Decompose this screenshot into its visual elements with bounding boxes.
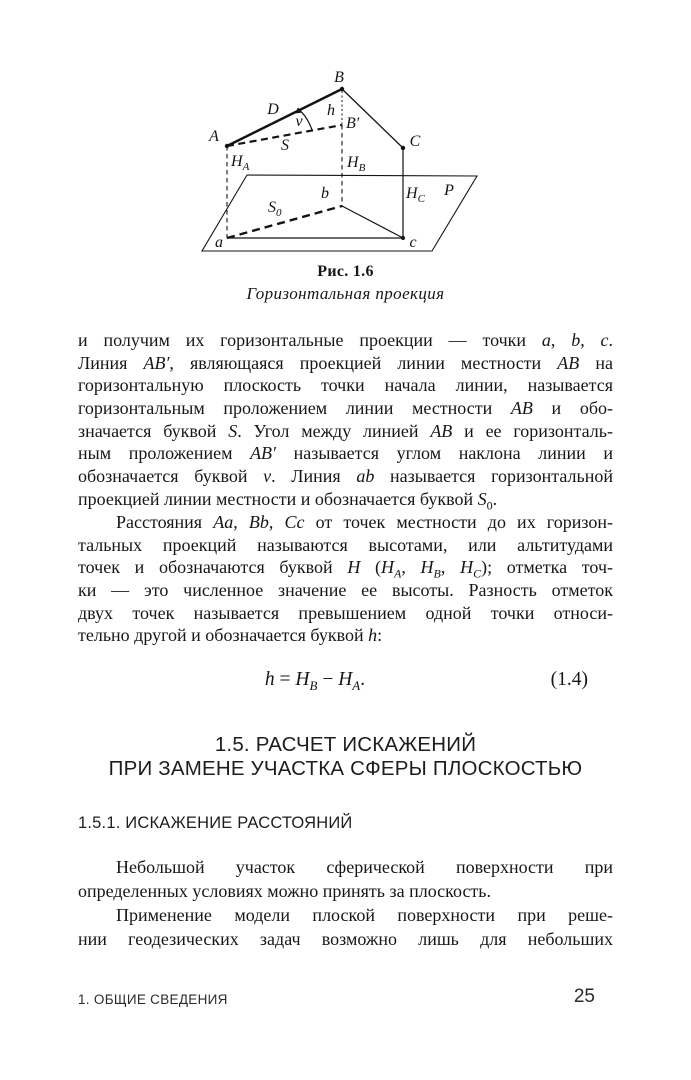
text-line: определенных условиях можно принять за плоскость.	[78, 881, 492, 901]
label-B: B	[334, 69, 344, 86]
label-P: P	[444, 182, 454, 199]
label-HA: $H_A$	[231, 153, 250, 173]
label-S0: $S_0$	[268, 199, 282, 219]
label-a: a	[215, 234, 223, 251]
text-line: нии геодезических задач возможно лишь для небольших	[78, 929, 613, 949]
text-line: двух точек называется превышением одной точки относи-	[78, 602, 613, 623]
text-line: Небольшой участок сферической поверхности при	[116, 857, 613, 877]
running-footer-chapter: 1. ОБЩИЕ СВЕДЕНИЯ	[78, 992, 228, 1007]
point-A-dot	[225, 144, 229, 148]
text-line: обозначается буквой ν. Линия ab называется горизонтальной	[78, 466, 613, 487]
text-line: Линия AB′, являющаяся проекцией линии местности AB на	[78, 352, 613, 373]
text-line: точек и обозначаются буквой H ($H_A$, $H_B$, $H_C$); отметка точ-	[78, 557, 613, 580]
page-number: 25	[573, 986, 595, 1007]
label-nu: ν	[295, 113, 303, 130]
label-HC: $H_C$	[406, 185, 425, 205]
label-HB: $H_B$	[347, 154, 366, 174]
figure-caption	[0, 263, 691, 304]
label-D: D	[267, 101, 279, 118]
label-B-prime: B′	[346, 115, 360, 132]
label-c: c	[409, 234, 417, 251]
line-bc	[342, 206, 403, 238]
text-line: тельно другой и обозначается буквой h:	[78, 625, 383, 646]
text-line: значается буквой S. Угол между линией AB и ее горизонталь-	[78, 420, 613, 441]
text-line: и получим их горизонтальные проекции — точки a, b, c.	[78, 330, 613, 350]
formula-1-4	[78, 669, 613, 699]
figure-1-6	[195, 62, 495, 262]
figure-caption-label: Рис. 1.6	[317, 263, 374, 280]
text-line: горизонтальным проложением линии местности AB и обо-	[78, 398, 613, 419]
text-line: ки — это численное значение ее высоты. Разность отметок	[78, 580, 613, 601]
text-line: ным проложением AB′ называется углом наклона линии и	[78, 443, 613, 464]
text-line: Применение модели плоской поверхности при реше-	[116, 905, 613, 925]
paragraph-3	[78, 855, 613, 903]
formula-equation: $h = H_B - H_A$.	[264, 669, 366, 693]
text-line: проекцией линии местности и обозначается буквой $S_0$.	[78, 488, 498, 511]
paragraph-4	[78, 903, 613, 951]
figure-caption-title: Горизонтальная проекция	[246, 284, 445, 303]
label-A: A	[209, 128, 219, 145]
formula-number: (1.4)	[550, 669, 588, 690]
paragraph-2	[78, 511, 613, 647]
text-line: тальных проекций называются высотами, или альтитудами	[78, 534, 613, 555]
label-b: b	[321, 185, 329, 202]
point-C-dot	[401, 146, 405, 150]
section-heading-line1: 1.5. РАСЧЕТ ИСКАЖЕНИЙ	[214, 733, 477, 756]
label-C: C	[409, 133, 421, 150]
plane-parallelogram	[202, 175, 477, 251]
text-line: горизонтальную плоскость точки начала линии, называется	[78, 375, 613, 396]
section-heading	[0, 733, 691, 780]
label-S: S	[281, 137, 289, 154]
paragraph-1	[78, 329, 613, 511]
point-c-dot	[401, 236, 405, 240]
label-h: h	[327, 102, 335, 119]
text-line: Расстояния Aa, Bb, Cc от точек местности до их горизон-	[116, 512, 613, 532]
projection-diagram	[195, 62, 495, 262]
point-B-dot	[340, 87, 344, 91]
line-ab-S0	[227, 206, 342, 238]
subsection-heading: 1.5.1. ИСКАЖЕНИЕ РАССТОЯНИЙ	[78, 814, 353, 832]
section-heading-line2: ПРИ ЗАМЕНЕ УЧАСТКА СФЕРЫ ПЛОСКОСТЬЮ	[108, 756, 583, 780]
